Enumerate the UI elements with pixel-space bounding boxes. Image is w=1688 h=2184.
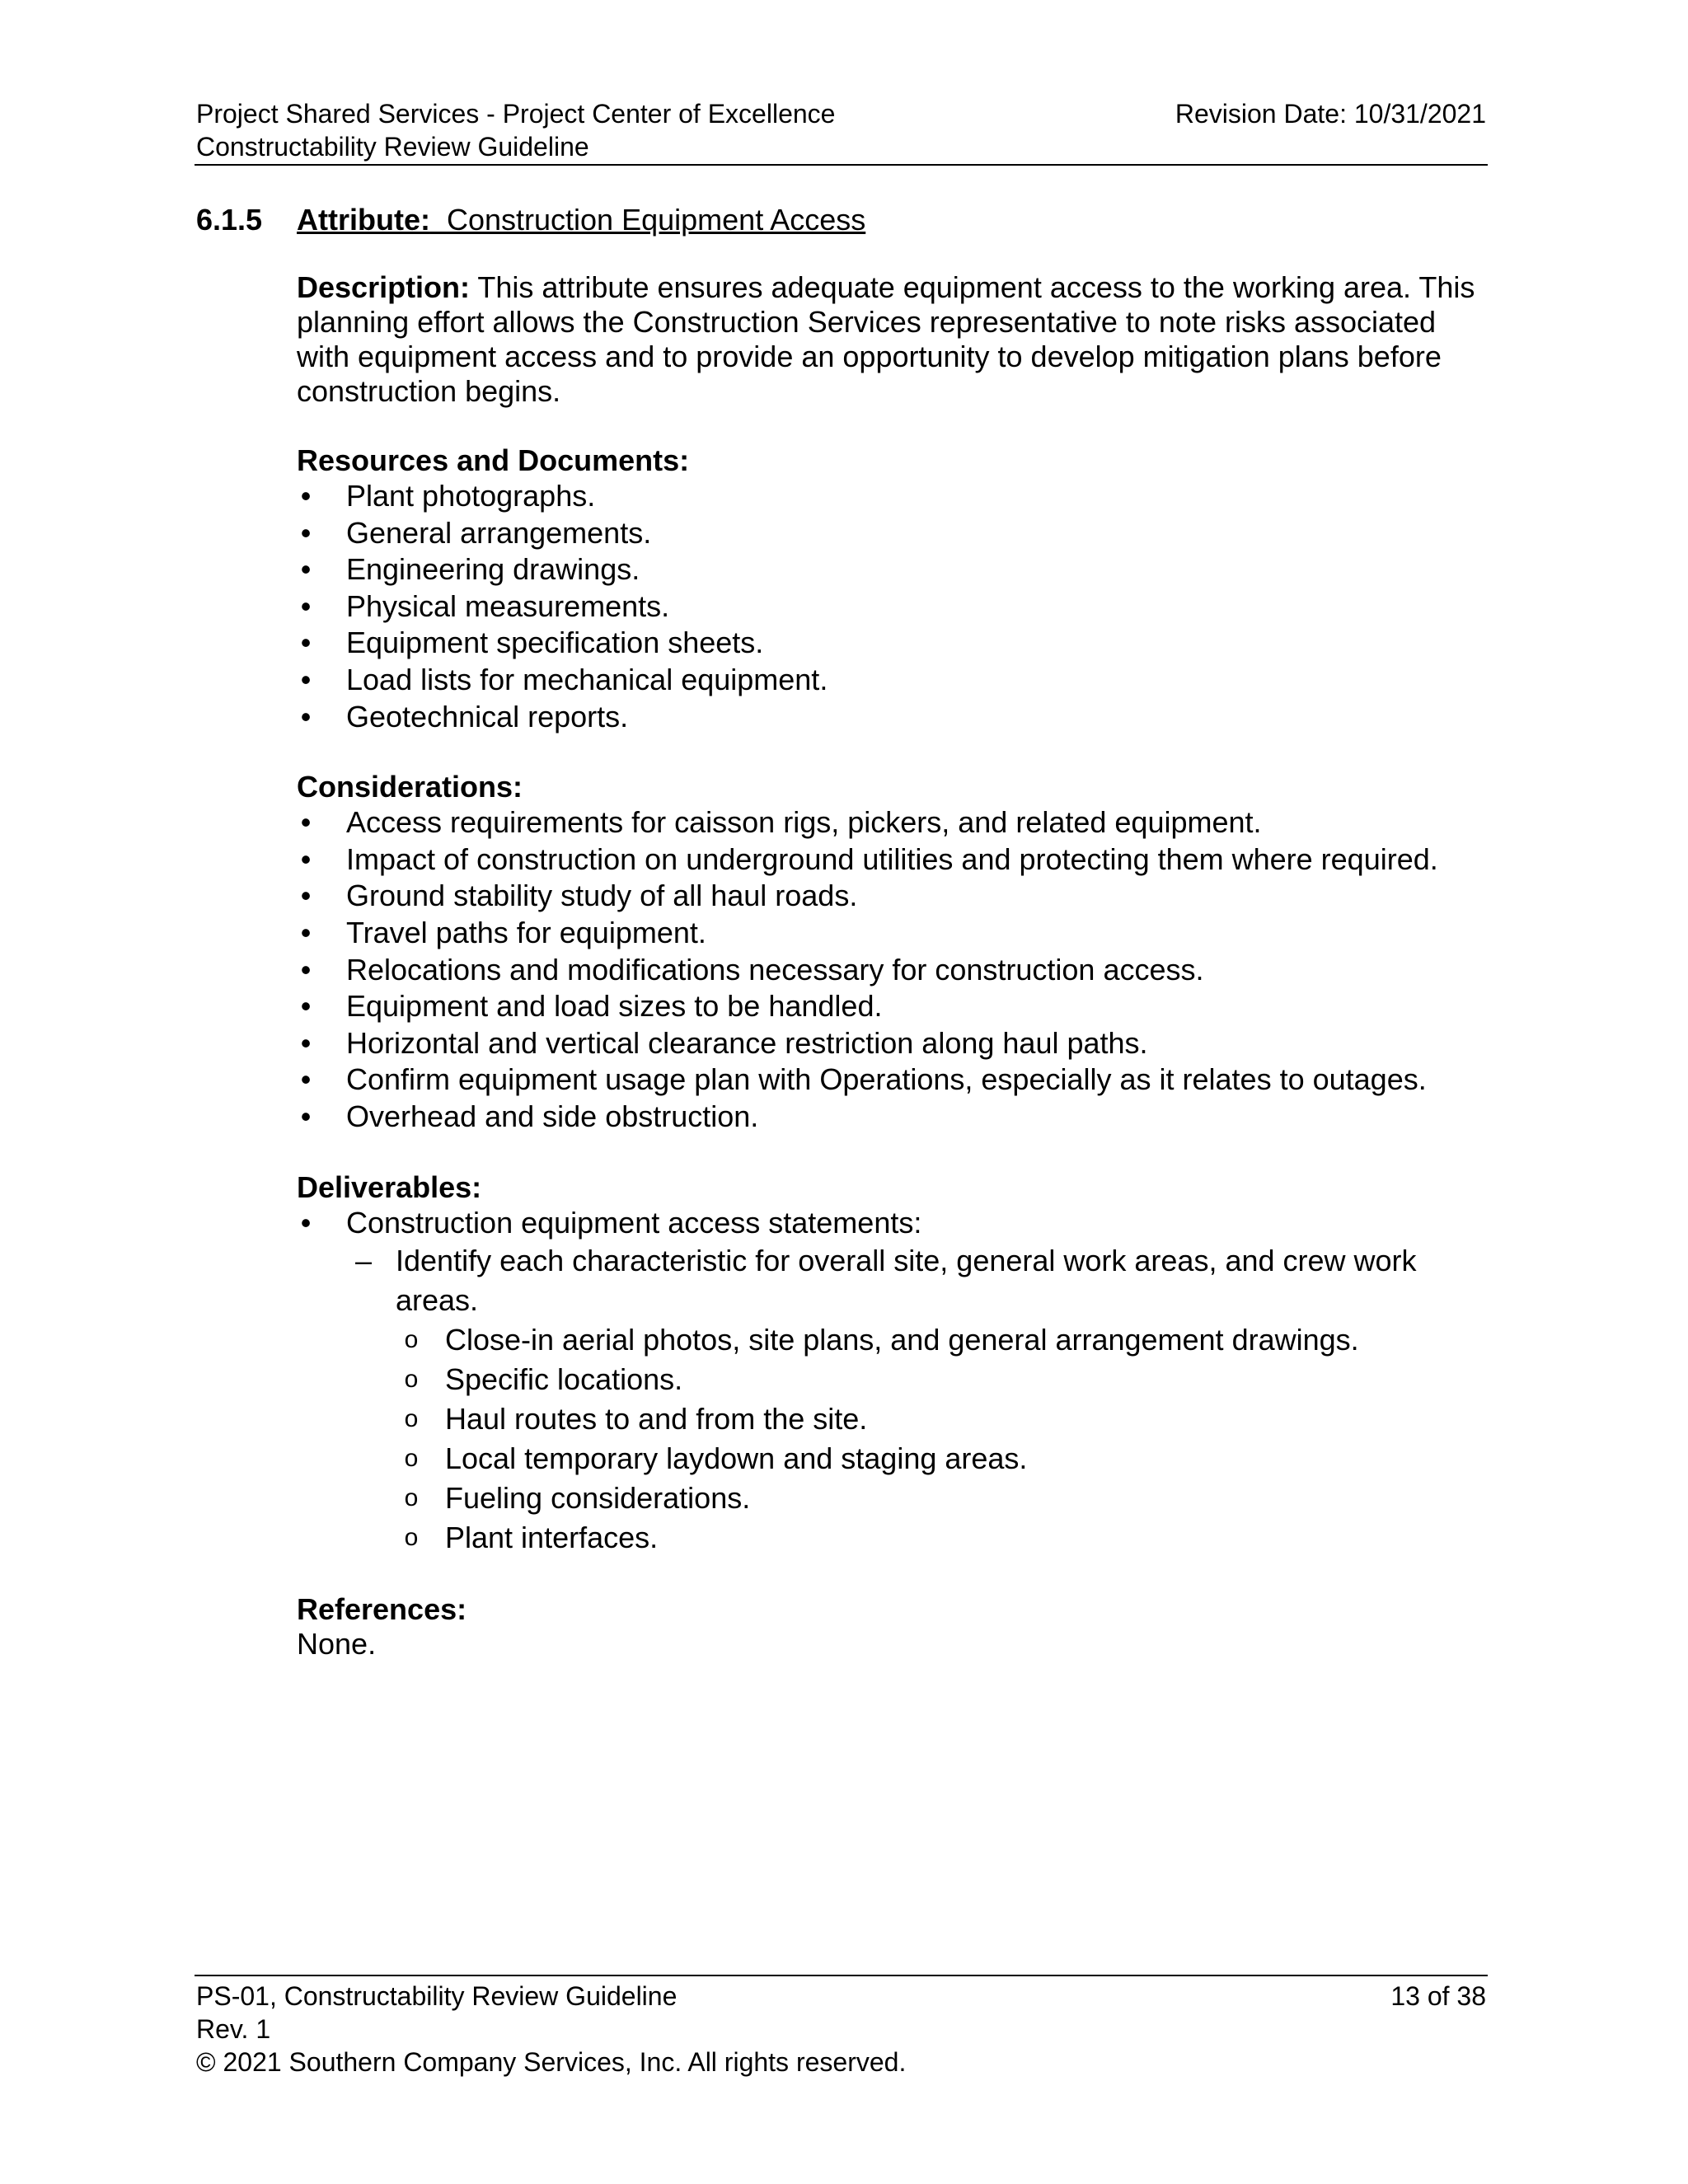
bullet-icon: • — [300, 479, 312, 513]
resources-list — [297, 478, 1475, 735]
list-item-text: Close-in aerial photos, site plans, and general arrangement drawings. — [445, 1323, 1359, 1357]
list-item — [297, 588, 1475, 626]
page-header — [196, 97, 1486, 163]
bullet-icon: • — [300, 1025, 312, 1060]
footer-divider — [195, 1975, 1488, 1976]
list-item — [297, 1099, 1475, 1136]
list-item — [297, 478, 1475, 515]
list-item — [396, 1320, 1475, 1360]
list-item — [297, 915, 1475, 952]
list-item — [297, 699, 1475, 736]
list-item — [396, 1479, 1475, 1518]
list-item-text: Equipment specification sheets. — [346, 626, 764, 660]
list-item-text: Relocations and modifications necessary for construction access. — [346, 952, 1204, 987]
bullet-icon: • — [300, 662, 312, 696]
list-item-text: Load lists for mechanical equipment. — [346, 662, 828, 696]
list-item — [396, 1399, 1475, 1439]
list-item — [297, 804, 1475, 841]
list-item — [297, 1025, 1475, 1062]
spacer — [297, 1558, 1475, 1592]
page-footer — [196, 1980, 1486, 2079]
footer-copyright: © 2021 Southern Company Services, Inc. All rights reserved. — [196, 2047, 907, 2077]
description-paragraph — [297, 270, 1475, 409]
bullet-icon: • — [300, 552, 312, 587]
list-item — [396, 1439, 1475, 1479]
circle-bullet-icon: o — [404, 1405, 419, 1433]
list-item — [297, 1205, 1475, 1558]
list-item-text: Plant interfaces. — [445, 1521, 659, 1555]
bullet-icon: • — [300, 989, 312, 1024]
deliverables-list — [297, 1205, 1475, 1558]
list-item-text: Construction equipment access statements: — [346, 1205, 922, 1240]
resources-title: Resources and Documents: — [297, 443, 690, 477]
circle-bullet-icon: o — [404, 1445, 419, 1473]
bullet-icon: • — [300, 1062, 312, 1097]
list-item-text: Specific locations. — [445, 1362, 683, 1397]
footer-document-id: PS-01, Constructability Review Guideline — [196, 1981, 678, 2011]
list-item — [396, 1360, 1475, 1399]
list-item-text: Geotechnical reports. — [346, 699, 629, 733]
spacer — [297, 1136, 1475, 1170]
header-subtitle: Constructability Review Guideline — [196, 132, 589, 162]
deliverables-sublist — [346, 1241, 1475, 1558]
list-item-text: Plant photographs. — [346, 479, 596, 513]
list-item — [297, 841, 1475, 879]
list-item — [297, 625, 1475, 662]
list-item — [297, 878, 1475, 915]
bullet-icon: • — [300, 1099, 312, 1133]
section-number: 6.1.5 — [196, 203, 263, 237]
bullet-icon: • — [300, 915, 312, 949]
bullet-icon: • — [300, 626, 312, 660]
considerations-list — [297, 804, 1475, 1135]
circle-bullet-icon: o — [404, 1366, 419, 1394]
header-title: Project Shared Services - Project Center of Excellence — [196, 99, 836, 129]
page-number: 13 of 38 — [1390, 1981, 1486, 2011]
list-item-text: Haul routes to and from the site. — [445, 1402, 868, 1436]
references-text: None. — [297, 1627, 377, 1661]
circle-bullet-icon: o — [404, 1326, 419, 1354]
description-label: Description: — [297, 270, 471, 304]
list-item-text: Travel paths for equipment. — [346, 915, 706, 949]
bullet-icon: • — [300, 699, 312, 733]
bullet-icon: • — [300, 879, 312, 913]
list-item — [297, 662, 1475, 699]
circle-bullet-icon: o — [404, 1484, 419, 1512]
footer-revision: Rev. 1 — [196, 2014, 271, 2044]
list-item — [346, 1241, 1475, 1558]
list-item — [297, 1062, 1475, 1099]
header-revision-date: Revision Date: 10/31/2021 — [1175, 99, 1486, 129]
list-item-text: Equipment and load sizes to be handled. — [346, 989, 883, 1024]
bullet-icon: • — [300, 952, 312, 987]
section-heading — [196, 202, 865, 238]
list-item-text: Overhead and side obstruction. — [346, 1099, 759, 1133]
list-item-text: Horizontal and vertical clearance restriction along haul paths. — [346, 1025, 1148, 1060]
list-item — [297, 988, 1475, 1025]
list-item — [297, 515, 1475, 552]
spacer — [297, 409, 1475, 443]
list-item-text: Access requirements for caisson rigs, pickers, and related equipment. — [346, 805, 1262, 840]
attribute-value: Construction Equipment Access — [446, 203, 866, 237]
list-item-text: Fueling considerations. — [445, 1481, 751, 1516]
section-body — [297, 270, 1475, 1661]
attribute-value-spacer — [430, 203, 447, 237]
considerations-title: Considerations: — [297, 770, 523, 804]
bullet-icon: • — [300, 805, 312, 840]
dash-icon: – — [354, 1244, 373, 1278]
bullet-icon: • — [300, 588, 312, 623]
bullet-icon: • — [300, 515, 312, 550]
spacer — [297, 735, 1475, 770]
deliverables-title: Deliverables: — [297, 1169, 482, 1204]
circle-bullet-icon: o — [404, 1524, 419, 1552]
bullet-icon: • — [300, 841, 312, 876]
list-item — [396, 1518, 1475, 1558]
description-text: This attribute ensures adequate equipment access to the working area. This planning effort allows the Construction Services representative to note risks associated with equipment access and to provide an opportunity to develop mitigation plans before construction begins. — [297, 270, 1475, 408]
list-item-text: Impact of construction on underground utilities and protecting them where required. — [346, 841, 1438, 876]
list-item-text: Confirm equipment usage plan with Operations, especially as it relates to outages. — [346, 1062, 1427, 1097]
list-item-text: Identify each characteristic for overall site, general work areas, and crew work areas. — [396, 1244, 1417, 1318]
header-divider — [195, 164, 1488, 166]
list-item-text: Physical measurements. — [346, 588, 670, 623]
references-title: References: — [297, 1592, 467, 1627]
list-item-text: Engineering drawings. — [346, 552, 640, 587]
list-item-text: General arrangements. — [346, 515, 652, 550]
list-item — [297, 551, 1475, 588]
list-item-text: Ground stability study of all haul roads. — [346, 879, 858, 913]
list-item-text: Local temporary laydown and staging areas. — [445, 1441, 1028, 1476]
bullet-icon: • — [300, 1205, 312, 1240]
deliverables-subsublist — [396, 1320, 1475, 1558]
list-item — [297, 952, 1475, 989]
attribute-label: Attribute: — [297, 203, 430, 237]
